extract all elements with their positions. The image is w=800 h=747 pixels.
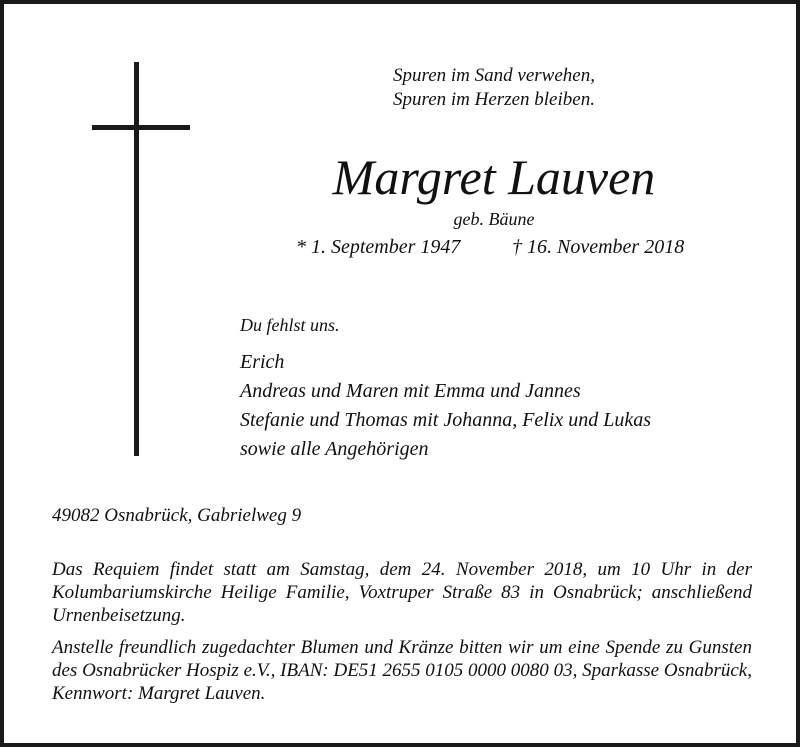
family-member: sowie alle Angehörigen [240,438,429,460]
family-member: Erich [240,351,285,373]
family-member: Andreas und Maren mit Emma und Jannes [240,380,581,402]
family-member: Stefanie und Thomas mit Johanna, Felix und Lukas [240,409,652,431]
maiden-name: geb. Bäune [453,209,535,229]
death-date: † 16. November 2018 [512,236,685,258]
farewell-line: Du fehlst uns. [240,315,340,335]
cross-icon-vertical-bar [134,62,139,456]
donation-info: Anstelle freundlich zugedachter Blumen und Kränze bitten wir um eine Spende zu Gunsten des Osnabrücker Hospiz e.V., IBAN: DE51 2655 0105 0000 0080 03, Sparkasse Osnabrück, Kennwort: Margret Lauven. [52,637,752,704]
cross-icon-horizontal-bar [92,125,190,130]
birth-date: * 1. September 1947 [296,236,461,258]
verse-line-1: Spuren im Sand verwehen, [393,65,595,86]
family-list [240,348,651,464]
verse-line-2: Spuren im Herzen bleiben. [393,89,595,110]
requiem-info: Das Requiem findet statt am Samstag, dem 24. November 2018, um 10 Uhr in der Kolumbariumskirche Heilige Familie, Voxtruper Straße 83 in Osnabrück; anschließend Urnenbeisetzung. [52,559,752,626]
address: 49082 Osnabrück, Gabrielweg 9 [52,505,302,526]
memorial-verse [304,64,684,112]
deceased-name: Margret Lauven [332,149,656,205]
